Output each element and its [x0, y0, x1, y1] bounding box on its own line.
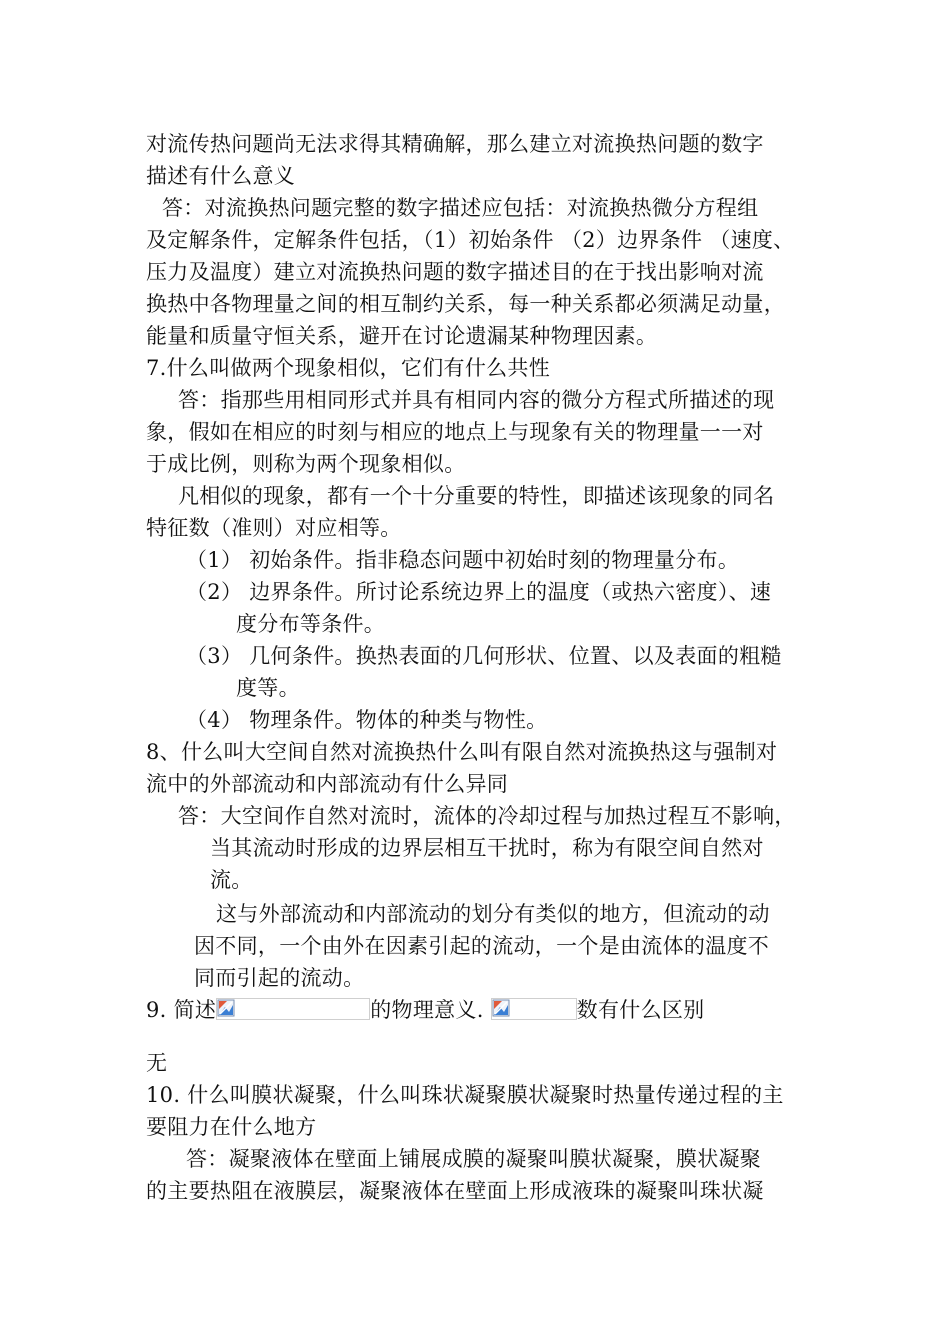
- list-item: （4） 物理条件。物体的种类与物性。: [186, 708, 548, 732]
- text-line: 象，假如在相应的时刻与相应的地点上与现象有关的物理量一一对: [146, 420, 764, 444]
- answer-line: 答：对流换热问题完整的数字描述应包括：对流换热微分方程组: [162, 196, 759, 220]
- text-line: 流中的外部流动和内部流动有什么异同: [146, 772, 509, 796]
- text-line: 的主要热阻在液膜层，凝聚液体在壁面上形成液珠的凝聚叫珠状凝: [146, 1179, 764, 1203]
- text-line: 换热中各物理量之间的相互制约关系，每一种关系都必须满足动量，: [146, 292, 785, 316]
- question-10: 10. 什么叫膜状凝聚，什么叫珠状凝聚膜状凝聚时热量传递过程的主: [146, 1083, 784, 1107]
- question-7: 7.什么叫做两个现象相似，它们有什么共性: [146, 356, 551, 380]
- list-item-continuation: 度分布等条件。: [236, 612, 386, 636]
- text-line: 对流传热问题尚无法求得其精确解，那么建立对流换热问题的数字: [146, 132, 764, 156]
- text-line: 同而引起的流动。: [194, 966, 365, 990]
- question-9-mid: 的物理意义.: [370, 998, 491, 1022]
- text-line: 及定解条件，定解条件包括，（1）初始条件 （2）边界条件 （速度、: [146, 228, 795, 252]
- list-item-continuation: 度等。: [236, 676, 300, 700]
- question-9-suffix: 数有什么区别: [576, 998, 705, 1022]
- answer-line: 答：指那些用相同形式并具有相同内容的微分方程式所描述的现: [178, 388, 775, 412]
- question-9: [146, 994, 704, 1026]
- list-item: （3） 几何条件。换热表面的几何形状、位置、以及表面的粗糙: [186, 644, 782, 668]
- broken-image-icon: [216, 998, 370, 1020]
- broken-image-icon: [491, 998, 577, 1020]
- answer-line: 无: [146, 1051, 168, 1075]
- question-9-prefix: 9. 简述: [146, 998, 217, 1022]
- text-line: 特征数（准则）对应相等。: [146, 516, 402, 540]
- question-8: 8、什么叫大空间自然对流换热什么叫有限自然对流换热这与强制对: [146, 740, 778, 764]
- text-line: 流。: [210, 868, 253, 892]
- list-item: （2） 边界条件。所讨论系统边界上的温度（或热六密度）、速: [186, 580, 772, 604]
- text-line: 因不同，一个由外在因素引起的流动，一个是由流体的温度不: [194, 934, 770, 958]
- text-line: 于成比例，则称为两个现象相似。: [146, 452, 466, 476]
- text-line: 当其流动时形成的边界层相互干扰时，称为有限空间自然对: [210, 836, 764, 860]
- text-line: 描述有什么意义: [146, 164, 296, 188]
- text-line: 这与外部流动和内部流动的划分有类似的地方，但流动的动: [216, 902, 770, 926]
- text-line: 能量和质量守恒关系，避开在讨论遗漏某种物理因素。: [146, 324, 658, 348]
- text-line: 凡相似的现象，都有一个十分重要的特性，即描述该现象的同名: [178, 484, 775, 508]
- answer-line: 答：凝聚液体在壁面上铺展成膜的凝聚叫膜状凝聚，膜状凝聚: [186, 1147, 762, 1171]
- answer-line: 答：大空间作自然对流时，流体的冷却过程与加热过程互不影响，: [178, 804, 796, 828]
- text-line: 要阻力在什么地方: [146, 1115, 317, 1139]
- list-item: （1） 初始条件。指非稳态问题中初始时刻的物理量分布。: [186, 548, 740, 572]
- text-line: 压力及温度）建立对流换热问题的数字描述目的在于找出影响对流: [146, 260, 764, 284]
